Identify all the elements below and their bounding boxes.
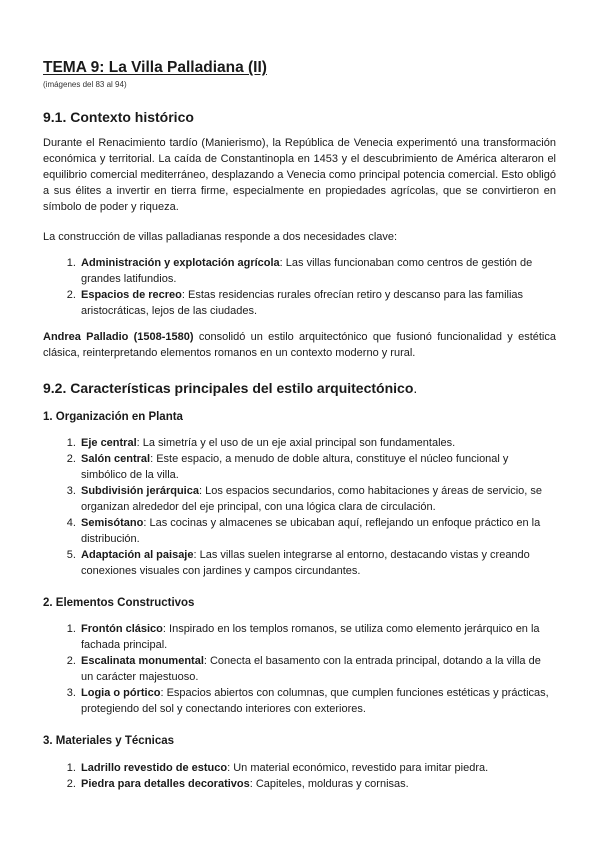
section-heading-caracteristicas: [43, 379, 556, 397]
needs-intro-paragraph: La construcción de villas palladianas responde a dos necesidades clave:: [43, 231, 398, 243]
list-item-text: : Los espacios secundarios, como habitaciones y áreas de servicio, se organizan alrededor del eje principal, con una lógica clara de circulación.: [81, 485, 542, 513]
list-item: [79, 515, 556, 547]
list-item: [79, 435, 556, 451]
section-heading-text: 9.2. Características principales del estilo arquitectónico: [43, 380, 414, 396]
list-item: [79, 547, 556, 579]
list-item-text: : Las cocinas y almacenes se ubicaban aquí, reflejando un enfoque práctico en la distribución.: [81, 517, 541, 545]
list-item-text: : Espacios abiertos con columnas, que cumplen funciones estéticas y prácticas, protegiendo del sol y conectando interiores con exteriores.: [81, 687, 549, 715]
list-item: [79, 685, 556, 717]
list-item-text: : Conecta el basamento con la entrada principal, dotando a la villa de un carácter majestuoso.: [81, 655, 541, 683]
section-heading-suffix: .: [413, 380, 418, 396]
subsection-heading-materiales: 3. Materiales y Técnicas: [43, 735, 175, 747]
palladio-name: Andrea Palladio (1508-1580): [43, 331, 194, 343]
list-item: [79, 760, 556, 776]
list-item-text: : Las villas suelen integrarse al entorno, destacando vistas y creando conexiones visuales con jardines y campos circundantes.: [81, 549, 530, 577]
context-paragraph: Durante el Renacimiento tardío (Manierismo), la República de Venecia experimentó una transformación económica y territorial. La caída de Constantinopla en 1453 y el descubrimiento de América alteraron el equilibrio comercial mediterráneo, desplazando a Venecia como principal potencia comercial. Esto obligó a sus élites a invertir en tierra firme, especialmente en propiedades agrícolas, que se convirtieron en símbolo de poder y riqueza.: [43, 137, 556, 213]
list-item-term: Administración y explotación agrícola: [81, 257, 280, 269]
list-item: [79, 287, 556, 319]
section-heading-contexto: 9.1. Contexto histórico: [43, 109, 194, 125]
list-item: [79, 451, 556, 483]
palladio-text: consolidó un estilo arquitectónico que fusionó funcionalidad y estética clásica, reinterpretando elementos romanos en un contexto moderno y rural.: [43, 331, 556, 359]
list-item-term: Logia o pórtico: [81, 687, 161, 699]
list-item-term: Salón central: [81, 453, 151, 465]
list-item-term: Eje central: [81, 437, 137, 449]
list-item: [79, 255, 556, 287]
list-item-term: Ladrillo revestido de estuco: [81, 762, 228, 774]
list-item: [79, 653, 556, 685]
list-item-term: Piedra para detalles decorativos: [81, 778, 250, 790]
elementos-list: [43, 621, 556, 717]
document-subtitle: (imágenes del 83 al 94): [43, 80, 127, 89]
subsection-heading-planta: 1. Organización en Planta: [43, 411, 183, 423]
list-item-term: Subdivisión jerárquica: [81, 485, 199, 497]
list-item-term: Adaptación al paisaje: [81, 549, 194, 561]
subsection-heading-elementos: 2. Elementos Constructivos: [43, 597, 195, 609]
list-item-text: : Las villas funcionaban como centros de gestión de grandes latifundios.: [81, 257, 533, 285]
list-item-term: Escalinata monumental: [81, 655, 204, 667]
list-item: [79, 621, 556, 653]
list-item-text: : Estas residencias rurales ofrecían retiro y descanso para las familias aristocráticas, lejos de las ciudades.: [81, 289, 524, 317]
planta-list: [43, 435, 556, 579]
list-item-text: : Capiteles, molduras y cornisas.: [249, 778, 409, 790]
list-item-text: : Este espacio, a menudo de doble altura, constituye el núcleo funcional y simbólico de la villa.: [81, 453, 509, 481]
palladio-paragraph: [43, 329, 556, 361]
list-item: [79, 483, 556, 515]
materiales-list: [43, 760, 556, 792]
needs-list: [43, 255, 556, 319]
list-item-text: : Inspirado en los templos romanos, se utiliza como elemento jerárquico en la fachada principal.: [81, 623, 540, 651]
list-item-term: Espacios de recreo: [81, 289, 182, 301]
list-item: [79, 776, 556, 792]
document-title: TEMA 9: La Villa Palladiana (II): [43, 59, 267, 76]
list-item-text: : Un material económico, revestido para imitar piedra.: [227, 762, 489, 774]
list-item-term: Semisótano: [81, 517, 144, 529]
list-item-term: Frontón clásico: [81, 623, 163, 635]
list-item-text: : La simetría y el uso de un eje axial principal son fundamentales.: [136, 437, 456, 449]
